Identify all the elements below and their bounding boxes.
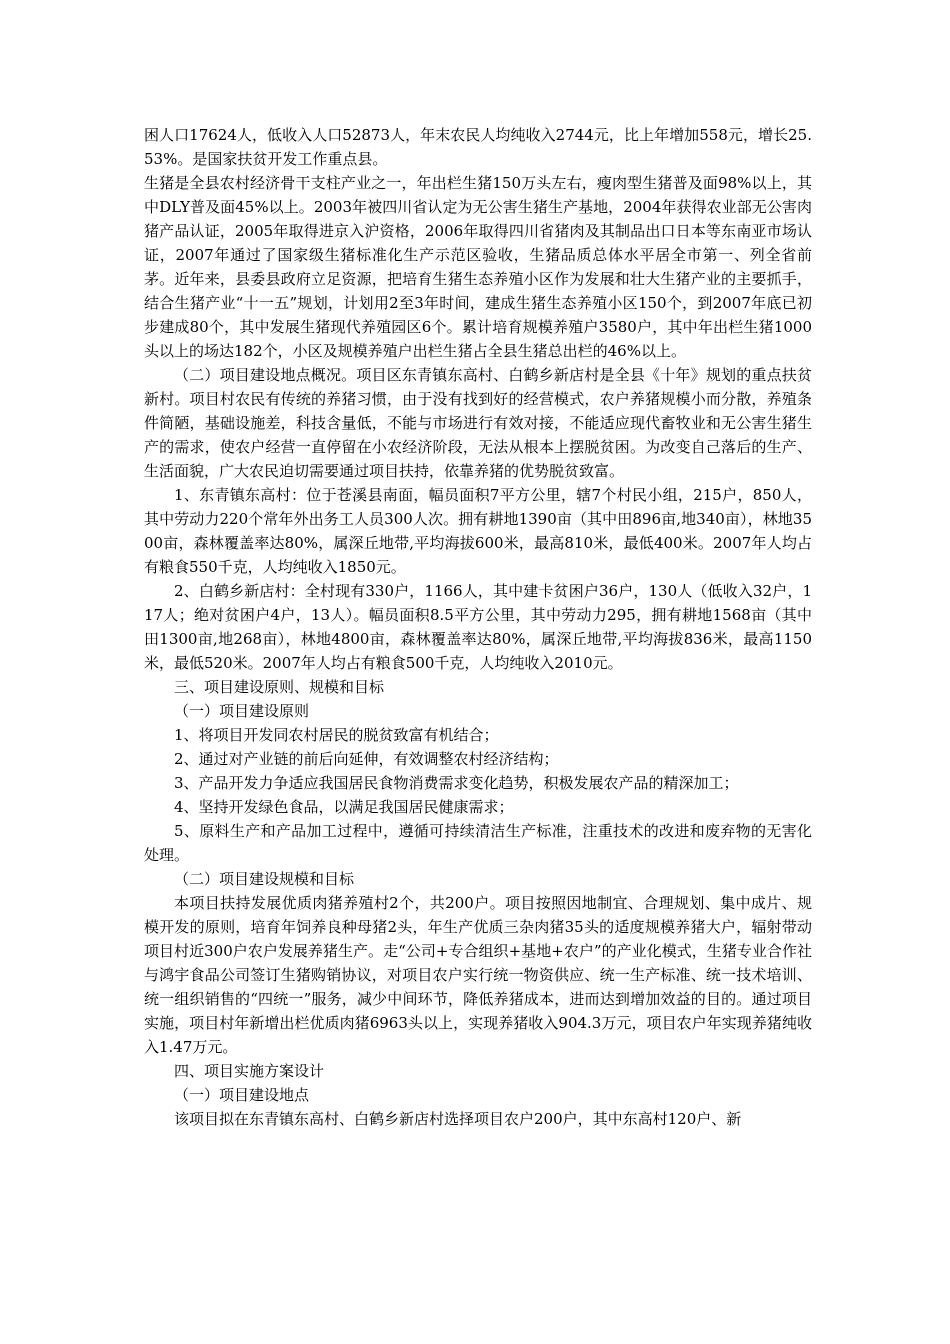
list-item-principle-2: 2、通过对产业链的前后向延伸，有效调整农村经济结构；: [174, 750, 559, 768]
paragraph-xindian-village: 2、白鹤乡新店村：全村现有330户，1166人，其中建卡贫困户36户，130人（低收入32户，117人；绝对贫困户4户，13人）。幅员面积8.5平方公里，其中劳动力295，拥有耕地1568亩（其中田1300亩,地268亩），林地4800亩，森林覆盖率达80%，属深丘地带,平均海拔836米，最高1150米，最低520米。2007年人均占有粮食500千克，人均纯收入2010元。: [144, 582, 812, 672]
subheading-principles: （一）项目建设原则: [174, 702, 310, 720]
section-heading-principles: 三、项目建设原则、规模和目标: [174, 678, 385, 696]
paragraph-site-overview: （二）项目建设地点概况。项目区东青镇东高村、白鹤乡新店村是全县《十年》规划的重点扶贫新村。项目村农民有传统的养猪习惯，由于没有找到好的经营模式，农户养猪规模小而分散，养殖条件简陋，基础设施差，科技含量低，不能与市场进行有效对接，不能适应现代畜牧业和无公害生猪生产的需求，使农户经营一直停留在小农经济阶段，无法从根本上摆脱贫困。为改变自己落后的生产、生活面貌，广大农民迫切需要通过项目扶持，依靠养猪的优势脱贫致富。: [144, 366, 812, 480]
document-body: [144, 123, 812, 1131]
paragraph-site-selection: 该项目拟在东青镇东高村、白鹤乡新店村选择项目农户200户，其中东高村120户、新: [174, 1110, 742, 1128]
subheading-scale-goals: （二）项目建设规模和目标: [174, 870, 355, 888]
paragraph-scale-goals: 本项目扶持发展优质肉猪养殖村2个，共200户。项目按照因地制宜、合理规划、集中成片、规模开发的原则，培育年饲养良种母猪2头，年生产优质三杂肉猪35头的适度规模养猪大户，辐射带动项目村近300户农户发展养猪生产。走“公司+专合组织+基地+农户”的产业化模式，生猪专业合作社与鸿宇食品公司签订生猪购销协议，对项目农户实行统一物资供应、统一生产标准、统一技术培训、统一组织销售的“四统一”服务，减少中间环节，降低养猪成本，进而达到增加效益的目的。通过项目实施，项目村年新增出栏优质肉猪6963头以上，实现养猪收入904.3万元，项目农户年实现养猪纯收入1.47万元。: [144, 894, 812, 1056]
section-heading-implementation: 四、项目实施方案设计: [174, 1062, 325, 1080]
list-item-principle-1: 1、将项目开发同农村居民的脱贫致富有机结合；: [174, 726, 499, 744]
paragraph-poverty-population: 困人口17624人，低收入人口52873人，年末农民人均纯收入2744元，比上年增加558元，增长25.53%。是国家扶贫开发工作重点县。: [144, 126, 812, 168]
list-item-principle-5: 5、原料生产和产品加工过程中，遵循可持续清洁生产标准，注重技术的改进和废弃物的无害化处理。: [144, 822, 812, 864]
subheading-site: （一）项目建设地点: [174, 1086, 310, 1104]
paragraph-donggao-village: 1、东青镇东高村：位于苍溪县南面，幅员面积7平方公里，辖7个村民小组，215户，850人，其中劳动力220个常年外出务工人员300人次。拥有耕地1390亩（其中田896亩,地340亩），林地3500亩，森林覆盖率达80%，属深丘地带,平均海拔600米，最高810米，最低400米。2007年人均占有粮食550千克，人均纯收入1850元。: [144, 486, 812, 576]
paragraph-pig-industry: 生猪是全县农村经济骨干支柱产业之一，年出栏生猪150万头左右，瘦肉型生猪普及面98%以上，其中DLY普及面45%以上。2003年被四川省认定为无公害生猪生产基地，2004年获得农业部无公害肉猪产品认证，2005年取得进京入沪资格，2006年取得四川省猪肉及其制品出口日本等东南亚市场认证，2007年通过了国家级生猪标准化生产示范区验收，生猪品质总体水平居全市第一、列全省前茅。近年来，县委县政府立足资源，把培育生猪生态养殖小区作为发展和壮大生猪产业的主要抓手，结合生猪产业“十一五”规划，计划用2至3年时间，建成生猪生态养殖小区150个，到2007年底已初步建成80个，其中发展生猪现代养殖园区6个。累计培育规模养殖户3580户，其中年出栏生猪1000头以上的场达182个，小区及规模养殖户出栏生猪占全县生猪总出栏的46%以上。: [144, 174, 812, 360]
list-item-principle-3: 3、产品开发力争适应我国居民食物消费需求变化趋势，积极发展农产品的精深加工；: [174, 774, 739, 792]
list-item-principle-4: 4、坚持开发绿色食品，以满足我国居民健康需求；: [174, 798, 514, 816]
